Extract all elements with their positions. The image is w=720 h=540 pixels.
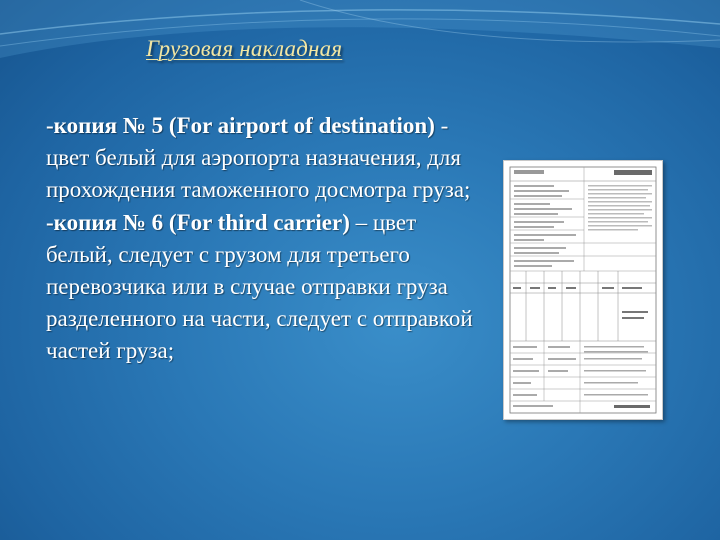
copy-5-heading: -копия № 5 (For airport of destination) xyxy=(46,113,435,138)
decorative-swoosh xyxy=(0,0,720,120)
air-waybill-image xyxy=(503,160,663,420)
slide-title: Грузовая накладная xyxy=(146,36,343,61)
copy-6-heading: -копия № 6 (For third carrier) xyxy=(46,209,350,235)
slide-body xyxy=(46,110,476,368)
copy-6-description: – цвет белый, следует с грузом для третьего перевозчика или в случае отправки груза разделенного на части, следует с отправкой частей груза; xyxy=(46,209,473,364)
copy-5-description: - цвет белый для аэропорта назначения, для прохождения таможенного досмотра груза; xyxy=(46,113,471,203)
air-waybill-illustration xyxy=(504,161,662,419)
